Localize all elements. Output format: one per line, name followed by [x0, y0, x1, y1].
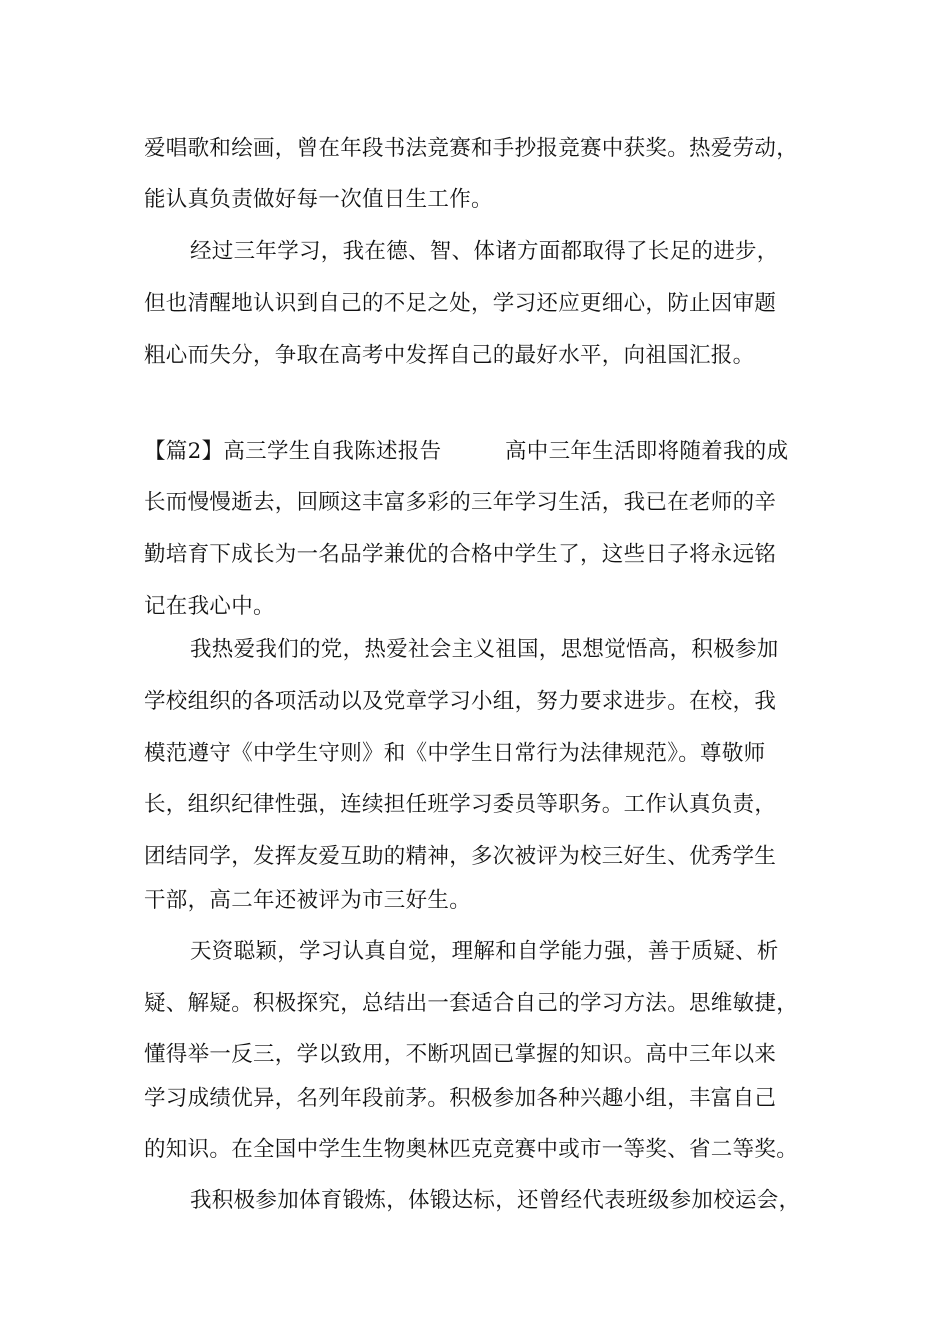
- paragraph-3-line-6: 干部，高二年还被评为市三好生。: [144, 888, 472, 913]
- paragraph-3-line-1: 我热爱我们的党，热爱社会主义祖国，思想觉悟高，积极参加: [190, 637, 779, 662]
- paragraph-2-line-3: 粗心而失分，争取在高考中发挥自己的最好水平，向祖国汇报。: [144, 343, 755, 368]
- section-2-line-3: 勤培育下成长为一名品学兼优的合格中学生了，这些日子将永远铭: [144, 542, 777, 567]
- paragraph-3-line-3: 模范遵守《中学生守则》和《中学生日常行为法律规范》。尊敬师: [144, 741, 766, 766]
- paragraph-4-line-5: 的知识。在全国中学生生物奥林匹克竞赛中或市一等奖、省二等奖。: [144, 1137, 799, 1162]
- section-2-heading: 【篇2】高三学生自我陈述报告: [144, 439, 442, 464]
- paragraph-4-line-1: 天资聪颖，学习认真自觉，理解和自学能力强，善于质疑、析: [190, 939, 779, 964]
- section-2-line-2: 长而慢慢逝去，回顾这丰富多彩的三年学习生活，我已在老师的辛: [144, 490, 777, 515]
- paragraph-4-line-3: 懂得举一反三，学以致用，不断巩固已掌握的知识。高中三年以来: [144, 1042, 777, 1067]
- paragraph-1-line-2: 能认真负责做好每一次值日生工作。: [144, 187, 493, 212]
- section-2-line-4: 记在我心中。: [144, 594, 275, 619]
- section-2-first-line: 高中三年生活即将随着我的成: [505, 439, 789, 464]
- paragraph-4-line-2: 疑、解疑。积极探究，总结出一套适合自己的学习方法。思维敏捷，: [144, 991, 799, 1016]
- paragraph-3-line-2: 学校组织的各项活动以及党章学习小组，努力要求进步。在校，我: [144, 689, 777, 714]
- paragraph-5-line-1: 我积极参加体育锻炼，体锻达标，还曾经代表班级参加校运会，: [190, 1188, 801, 1213]
- paragraph-4-line-4: 学习成绩优异，名列年段前茅。积极参加各种兴趣小组，丰富自己: [144, 1086, 777, 1111]
- paragraph-2-line-2: 但也清醒地认识到自己的不足之处，学习还应更细心，防止因审题: [144, 291, 777, 316]
- paragraph-3-line-4: 长，组织纪律性强，连续担任班学习委员等职务。工作认真负责，: [144, 792, 777, 817]
- paragraph-1-line-1: 爱唱歌和绘画，曾在年段书法竞赛和手抄报竞赛中获奖。热爱劳动，: [144, 136, 799, 161]
- paragraph-3-line-5: 团结同学，发挥友爱互助的精神，多次被评为校三好生、优秀学生: [144, 844, 777, 869]
- paragraph-2-line-1: 经过三年学习，我在德、智、体诸方面都取得了长足的进步，: [190, 239, 779, 264]
